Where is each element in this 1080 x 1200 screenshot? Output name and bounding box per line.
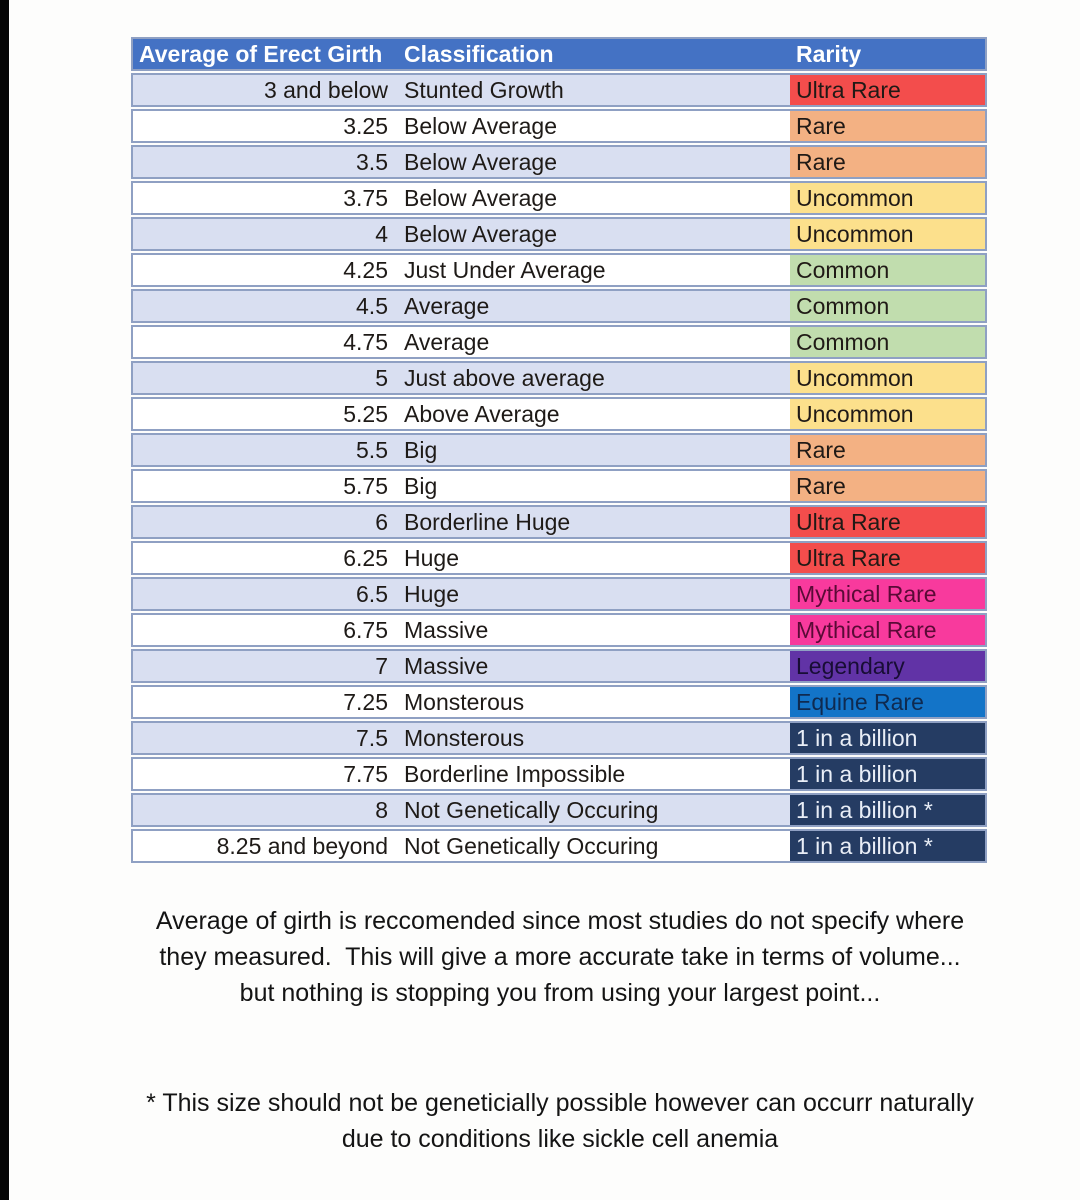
table-row xyxy=(131,613,987,647)
classification-cell: Huge xyxy=(404,544,459,571)
girth-cell: 5 xyxy=(375,364,388,391)
table-row xyxy=(131,541,987,575)
table-header-row xyxy=(131,37,987,71)
rarity-badge-cell: Ultra Rare xyxy=(790,507,985,537)
girth-cell: 7.75 xyxy=(343,760,388,787)
table-row xyxy=(131,397,987,431)
table-row xyxy=(131,469,987,503)
rarity-badge-cell: Common xyxy=(790,291,985,321)
girth-cell: 6 xyxy=(375,508,388,535)
left-edge-strip xyxy=(0,0,9,1200)
classification-cell: Stunted Growth xyxy=(404,76,564,103)
table-row xyxy=(131,253,987,287)
rarity-badge-cell: 1 in a billion xyxy=(790,723,985,753)
header-cell-girth: Average of Erect Girth xyxy=(139,40,383,67)
rarity-badge-cell: Uncommon xyxy=(790,183,985,213)
table-row xyxy=(131,577,987,611)
table-row xyxy=(131,685,987,719)
classification-cell: Monsterous xyxy=(404,688,525,715)
rarity-badge-cell: Rare xyxy=(790,435,985,465)
classification-cell: Below Average xyxy=(404,220,558,247)
girth-table xyxy=(131,37,987,863)
rarity-badge-cell: Common xyxy=(790,327,985,357)
table-row xyxy=(131,109,987,143)
table-row xyxy=(131,793,987,827)
girth-cell: 7.5 xyxy=(356,724,388,751)
classification-cell: Big xyxy=(404,436,438,463)
girth-cell: 3 and below xyxy=(263,76,388,103)
rarity-badge-cell: Rare xyxy=(790,147,985,177)
table-row xyxy=(131,649,987,683)
table-row xyxy=(131,289,987,323)
note-line: but nothing is stopping you from using your largest point... xyxy=(239,979,881,1007)
table-row xyxy=(131,757,987,791)
note-line: they measured. This will give a more accurate take in terms of volume... xyxy=(159,943,961,971)
table-row xyxy=(131,721,987,755)
girth-cell: 7 xyxy=(375,652,388,679)
girth-cell: 7.25 xyxy=(343,688,388,715)
note-line: Average of girth is reccomended since most studies do not specify where xyxy=(155,907,965,935)
girth-cell: 3.5 xyxy=(356,148,388,175)
rarity-badge-cell: Rare xyxy=(790,471,985,501)
note-line: due to conditions like sickle cell anemia xyxy=(341,1125,779,1153)
table-row xyxy=(131,73,987,107)
girth-cell: 4.25 xyxy=(343,256,388,283)
rarity-badge-cell: Uncommon xyxy=(790,363,985,393)
girth-cell: 8 xyxy=(375,796,388,823)
girth-cell: 5.25 xyxy=(343,400,388,427)
classification-cell: Below Average xyxy=(404,148,558,175)
classification-cell: Huge xyxy=(404,580,459,607)
classification-cell: Monsterous xyxy=(404,724,525,751)
table-row xyxy=(131,145,987,179)
rarity-badge-cell: Legendary xyxy=(790,651,985,681)
rarity-badge-cell: 1 in a billion * xyxy=(790,831,985,861)
table-row xyxy=(131,505,987,539)
note-average-girth xyxy=(90,903,1030,1011)
girth-cell: 5.75 xyxy=(343,472,388,499)
table-row xyxy=(131,361,987,395)
table-row xyxy=(131,217,987,251)
classification-cell: Just above average xyxy=(404,364,605,391)
table-row xyxy=(131,181,987,215)
girth-cell: 4.5 xyxy=(356,292,388,319)
header-cell-rarity: Rarity xyxy=(796,40,862,67)
girth-cell: 6.75 xyxy=(343,616,388,643)
rarity-badge-cell: Equine Rare xyxy=(790,687,985,717)
classification-cell: Massive xyxy=(404,652,489,679)
classification-cell: Average xyxy=(404,292,490,319)
classification-cell: Borderline Impossible xyxy=(404,760,626,787)
classification-cell: Just Under Average xyxy=(404,256,606,283)
rarity-badge-cell: Uncommon xyxy=(790,399,985,429)
girth-cell: 6.25 xyxy=(343,544,388,571)
rarity-badge-cell: 1 in a billion * xyxy=(790,795,985,825)
classification-cell: Not Genetically Occuring xyxy=(404,796,659,823)
rarity-badge-cell: Rare xyxy=(790,111,985,141)
girth-cell: 4 xyxy=(375,220,388,247)
rarity-badge-cell: Common xyxy=(790,255,985,285)
classification-cell: Below Average xyxy=(404,112,558,139)
table-row xyxy=(131,433,987,467)
classification-cell: Below Average xyxy=(404,184,558,211)
girth-cell: 6.5 xyxy=(356,580,388,607)
classification-cell: Big xyxy=(404,472,438,499)
classification-cell: Not Genetically Occuring xyxy=(404,832,659,859)
rarity-badge-cell: Ultra Rare xyxy=(790,543,985,573)
girth-cell: 5.5 xyxy=(356,436,388,463)
girth-cell: 8.25 and beyond xyxy=(216,832,388,859)
note-asterisk xyxy=(90,1085,1030,1157)
rarity-badge-cell: 1 in a billion xyxy=(790,759,985,789)
classification-cell: Massive xyxy=(404,616,489,643)
rarity-badge-cell: Mythical Rare xyxy=(790,579,985,609)
rarity-badge-cell: Ultra Rare xyxy=(790,75,985,105)
table-row xyxy=(131,829,987,863)
rarity-badge-cell: Uncommon xyxy=(790,219,985,249)
rarity-badge-cell: Mythical Rare xyxy=(790,615,985,645)
classification-cell: Average xyxy=(404,328,490,355)
table-body xyxy=(131,73,987,863)
header-cell-classification: Classification xyxy=(404,40,554,67)
girth-cell: 4.75 xyxy=(343,328,388,355)
note-line: * This size should not be geneticially possible however can occurr naturally xyxy=(146,1089,974,1117)
table-row xyxy=(131,325,987,359)
girth-cell: 3.25 xyxy=(343,112,388,139)
girth-cell: 3.75 xyxy=(343,184,388,211)
classification-cell: Borderline Huge xyxy=(404,508,571,535)
classification-cell: Above Average xyxy=(404,400,560,427)
